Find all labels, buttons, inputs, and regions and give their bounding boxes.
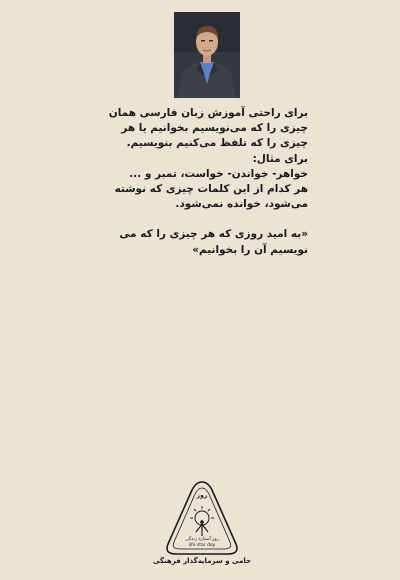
paragraph-example-heading: برای مثال: bbox=[252, 152, 308, 165]
article-text bbox=[96, 106, 308, 258]
sponsor-caption: حامی و سرمایه‌گذار فرهنگی bbox=[152, 557, 252, 565]
paragraph-example-words: خواهر- خواندن- خواست، تمبر و ... bbox=[129, 167, 308, 180]
logo-top-text: روز bbox=[196, 492, 208, 499]
paragraph-explanation: هر کدام از این کلمات چیزی که نوشته می‌شود، خوانده نمی‌شود. bbox=[114, 183, 308, 211]
logo-english-name: life star day bbox=[188, 543, 216, 548]
paragraph-intro: برای راحتی آموزش زبان فارسی همان چیزی را که می‌نویسیم بخوانیم یا هر چیزی را که تلفظ می‌کنیم بنویسیم. bbox=[108, 107, 308, 150]
paragraph-closing-quote: «به امید روزی که هر چیزی را که می نویسیم آن را بخوانیم» bbox=[119, 228, 308, 256]
paragraph-gap bbox=[96, 212, 308, 227]
author-photo bbox=[174, 12, 240, 98]
logo-persian-name: روز آستاره زندگی bbox=[185, 537, 219, 542]
